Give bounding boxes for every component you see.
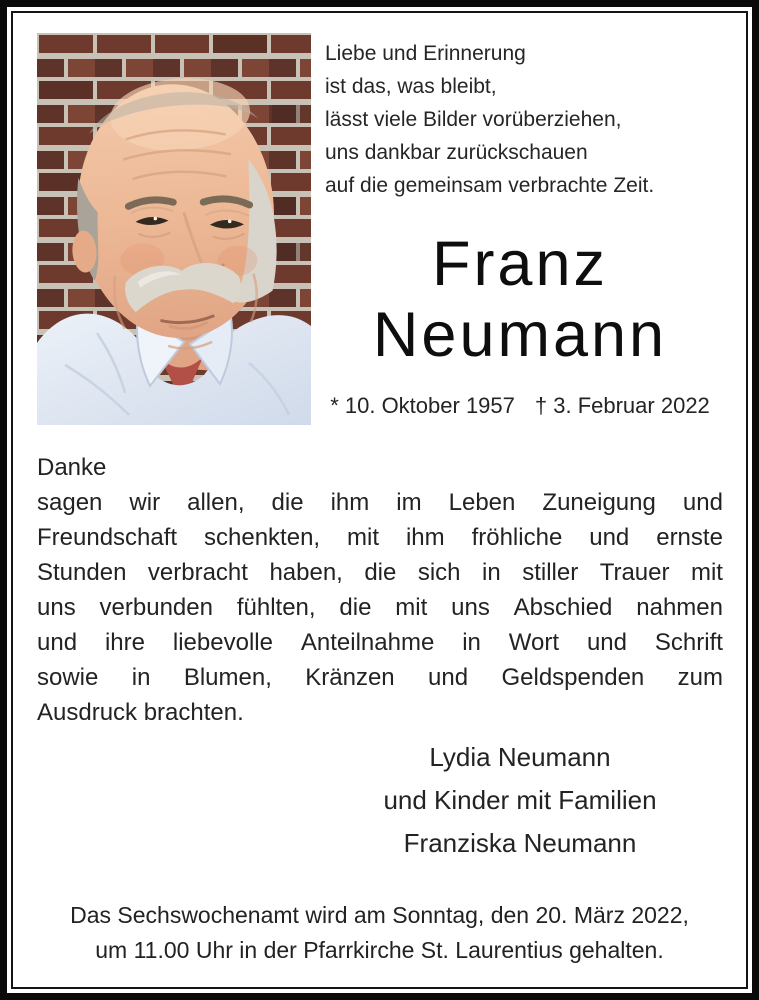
thanks-paragraph xyxy=(37,450,723,730)
thanks-opening: Danke xyxy=(37,454,107,481)
mourner-name: Franziska Neumann xyxy=(403,828,637,858)
epigraph-line: auf die gemeinsam verbrachte Zeit. xyxy=(325,174,655,197)
epigraph-line: lässt viele Bilder vorüberziehen, xyxy=(325,108,622,131)
birth-date: * 10. Oktober 1957 xyxy=(330,393,515,418)
mourners xyxy=(315,736,725,865)
portrait-photo xyxy=(37,33,311,425)
epigraph xyxy=(325,37,735,202)
epigraph-line: Liebe und Erinnerung xyxy=(325,42,526,65)
life-dates xyxy=(315,393,725,419)
thanks-line: sagen wir allen, die ihm im Leben Zuneigung und xyxy=(37,489,723,516)
thanks-line: und ihre liebevolle Anteilnahme in Wort und Schrift xyxy=(37,629,723,656)
deceased-name xyxy=(315,229,725,371)
mourner-name: Lydia Neumann xyxy=(429,742,611,772)
thanks-line: Freundschaft schenkten, mit ihm fröhliche und ernste xyxy=(37,524,723,551)
service-announcement xyxy=(7,898,752,968)
thanks-closing-line: Ausdruck brachten. xyxy=(37,699,244,726)
service-line: um 11.00 Uhr in der Pfarrkirche St. Laurentius gehalten. xyxy=(95,937,664,963)
thanks-justified-lines xyxy=(37,485,723,695)
thanks-line: uns verbunden fühlten, die mit uns Abschied nahmen xyxy=(37,594,723,621)
thanks-line: Stunden verbracht haben, die sich in stiller Trauer mit xyxy=(37,559,723,586)
thanks-line: sowie in Blumen, Kränzen und Geldspenden zum xyxy=(37,664,723,691)
epigraph-line: ist das, was bleibt, xyxy=(325,75,497,98)
last-name: Neumann xyxy=(372,300,668,370)
death-date: † 3. Februar 2022 xyxy=(534,393,710,418)
first-name: Franz xyxy=(431,229,609,299)
service-line: Das Sechswochenamt wird am Sonntag, den 20. März 2022, xyxy=(70,902,689,928)
mourner-name: und Kinder mit Familien xyxy=(383,785,657,815)
epigraph-line: uns dankbar zurückschauen xyxy=(325,141,588,164)
